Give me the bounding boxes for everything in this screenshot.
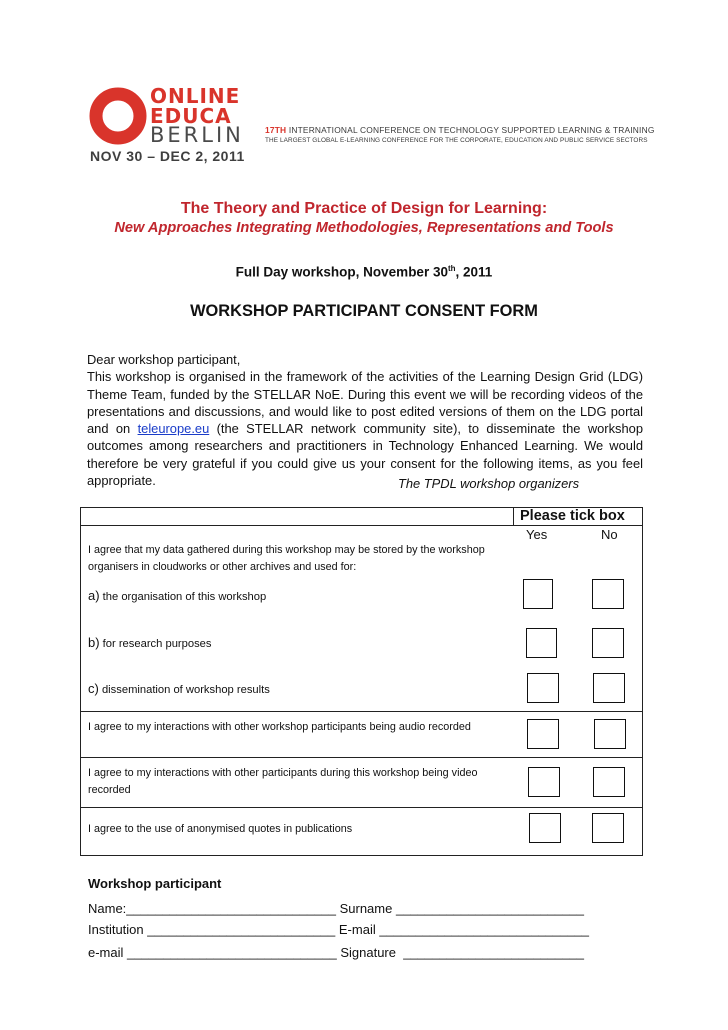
research-yes-checkbox[interactable] <box>526 628 557 658</box>
email-field[interactable]: _____________________________ <box>379 922 590 937</box>
form-title: WORKSHOP PARTICIPANT CONSENT FORM <box>190 302 538 320</box>
audio-no-checkbox[interactable] <box>594 719 626 749</box>
consent-intro-statement: I agree that my data gathered during this workshop may be stored by the workshop organisers in cloudworks or other archives and used for: <box>88 544 485 573</box>
quotes-yes-checkbox[interactable] <box>529 813 561 843</box>
video-yes-checkbox[interactable] <box>528 767 560 797</box>
online-educa-logo-icon <box>88 86 148 146</box>
table-left-border <box>80 507 81 855</box>
conference-tagline: 17TH INTERNATIONAL CONFERENCE ON TECHNOLOGY SUPPORTED LEARNING & TRAINING <box>265 125 655 135</box>
email-signature-row <box>88 945 584 960</box>
logo-text-berlin: BERLIN <box>150 123 244 147</box>
table-row-divider <box>80 757 643 758</box>
organisation-no-checkbox[interactable] <box>592 579 624 609</box>
dissemination-no-checkbox[interactable] <box>593 673 625 703</box>
workshop-date: Full Day workshop, November 30th, 2011 <box>235 264 493 280</box>
consent-row-research: b) for research purposes <box>88 635 212 650</box>
email2-field[interactable]: _____________________________ <box>127 945 337 960</box>
surname-field[interactable]: __________________________ <box>395 901 584 916</box>
audio-yes-checkbox[interactable] <box>527 719 559 749</box>
logo-text-educa: EDUCA <box>150 104 232 128</box>
signature-field[interactable]: _________________________ <box>403 945 584 960</box>
consent-row-organisation: a) the organisation of this workshop <box>88 588 267 603</box>
name-field[interactable]: _____________________________ <box>126 901 336 916</box>
quotes-no-checkbox[interactable] <box>592 813 624 843</box>
intro-paragraph: Dear workshop participant, This workshop is organised in the framework of the activities of the Learning Design Grid (LDG) Theme Team, funded by the STELLAR NoE. During this event we will be recording videos of the presentations and discussions, and would like to post edited versions of them on the LDG portal and on teleurope.eu (the STELLAR network community site), to disseminate the workshop outcomes among researchers and practitioners in Technology Enhanced Learning. We would therefore be very grateful if you could give us your consent for the following items, as you feel appropriate. <box>87 352 643 489</box>
name-label: Name: <box>88 901 127 916</box>
dissemination-yes-checkbox[interactable] <box>527 673 559 703</box>
email2-label: e-mail <box>88 945 124 960</box>
email-label: E-mail <box>338 922 376 937</box>
teleurope-link[interactable]: teleurope.eu <box>137 421 210 437</box>
participant-heading: Workshop participant <box>88 876 222 891</box>
consent-row-video: I agree to my interactions with other participants during this workshop being video recorded <box>88 767 478 796</box>
research-no-checkbox[interactable] <box>592 628 624 658</box>
signature-label: Signature <box>340 945 396 960</box>
institution-field[interactable]: __________________________ <box>147 922 336 937</box>
table-header-divider <box>80 525 643 526</box>
logo-text-online: ONLINE <box>150 84 241 108</box>
institution-email-row <box>88 922 589 937</box>
consent-row-dissemination: c) dissemination of workshop results <box>88 681 270 696</box>
organizers-signoff: The TPDL workshop organizers <box>398 476 580 491</box>
video-no-checkbox[interactable] <box>593 767 625 797</box>
name-surname-row <box>88 901 584 916</box>
no-column-label: No <box>601 527 618 542</box>
table-right-border <box>642 507 643 855</box>
table-row-divider <box>80 807 643 808</box>
conference-dates: NOV 30 – DEC 2, 2011 <box>90 148 245 164</box>
institution-label: Institution <box>88 922 144 937</box>
table-row-divider <box>80 711 643 712</box>
page-title: The Theory and Practice of Design for Learning: <box>180 200 548 217</box>
conference-subtagline: THE LARGEST GLOBAL E-LEARNING CONFERENCE FOR THE CORPORATE, EDUCATION AND PUBLIC SERVICE SECTORS <box>265 137 648 144</box>
surname-label: Surname <box>339 901 393 916</box>
table-column-divider <box>513 507 514 525</box>
page-subtitle: New Approaches Integrating Methodologies, Representations and Tools <box>114 220 614 236</box>
consent-row-audio: I agree to my interactions with other workshop participants being audio recorded <box>88 721 471 733</box>
tick-box-header: Please tick box <box>520 508 625 524</box>
consent-row-quotes: I agree to the use of anonymised quotes in publications <box>88 823 353 835</box>
organisation-yes-checkbox[interactable] <box>523 579 553 609</box>
table-bottom-border <box>80 855 643 856</box>
yes-column-label: Yes <box>526 527 548 542</box>
